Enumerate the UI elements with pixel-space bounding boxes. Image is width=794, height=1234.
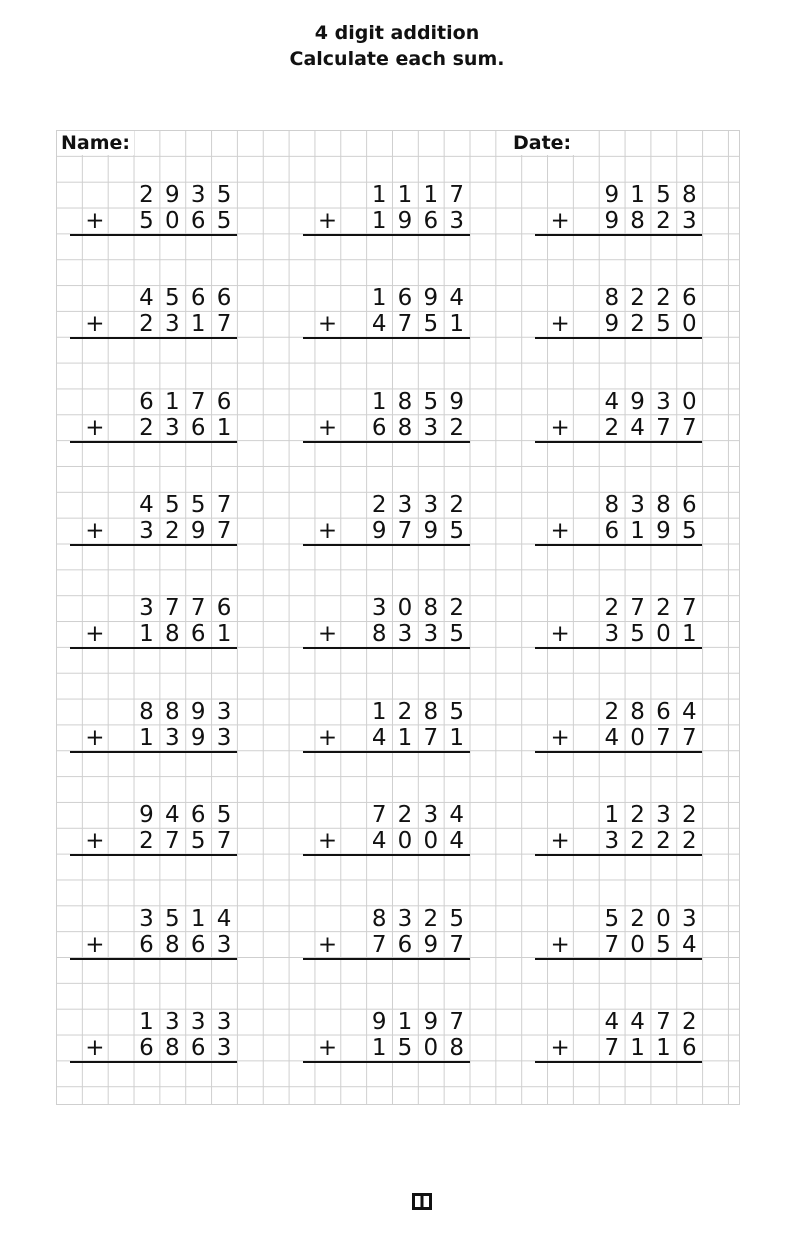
addend-top: 1 6 9 4 bbox=[371, 285, 464, 312]
addend-top: 3 7 7 6 bbox=[139, 595, 232, 622]
sum-line bbox=[70, 544, 237, 546]
addend-bottom: 5 0 6 5 bbox=[139, 207, 232, 234]
addend-top: 1 3 3 3 bbox=[139, 1008, 232, 1035]
addend-bottom: 9 7 9 5 bbox=[371, 517, 464, 544]
addend-bottom: 4 1 7 1 bbox=[371, 724, 464, 751]
addend-top: 1 1 1 7 bbox=[371, 181, 464, 208]
addend-top: 7 2 3 4 bbox=[371, 802, 464, 829]
plus-sign: + bbox=[85, 621, 105, 648]
sum-line bbox=[535, 647, 702, 649]
addend-bottom: 4 0 7 7 bbox=[604, 724, 697, 751]
name-label: Name: bbox=[57, 131, 134, 155]
plus-sign: + bbox=[85, 311, 105, 338]
plus-sign: + bbox=[317, 828, 338, 855]
addend-top: 9 4 6 5 bbox=[139, 802, 232, 829]
addition-problem bbox=[82, 492, 237, 552]
plus-sign: + bbox=[550, 1034, 570, 1061]
sum-line bbox=[70, 647, 237, 649]
addition-problem bbox=[547, 1009, 702, 1069]
sum-line bbox=[535, 441, 702, 443]
addend-top: 2 9 3 5 bbox=[139, 181, 232, 208]
plus-sign: + bbox=[550, 724, 570, 751]
mathsheet-logo-icon bbox=[411, 1191, 433, 1211]
sum-line bbox=[535, 958, 702, 960]
plus-sign: + bbox=[317, 621, 338, 648]
plus-sign: + bbox=[85, 517, 105, 544]
plus-sign: + bbox=[85, 724, 105, 751]
sum-line bbox=[70, 234, 237, 236]
addend-bottom: 6 1 9 5 bbox=[604, 517, 697, 544]
worksheet-title: 4 digit addition bbox=[314, 22, 480, 44]
sum-line bbox=[535, 234, 702, 236]
sum-line bbox=[303, 337, 470, 339]
addition-problem bbox=[315, 906, 470, 966]
addend-top: 4 5 6 6 bbox=[139, 285, 232, 312]
addend-bottom: 6 8 6 3 bbox=[139, 931, 232, 958]
addend-bottom: 2 4 7 7 bbox=[604, 414, 697, 441]
addition-problem bbox=[82, 389, 237, 449]
date-label: Date: bbox=[509, 131, 575, 155]
addend-top: 9 1 5 8 bbox=[604, 181, 697, 208]
plus-sign: + bbox=[550, 621, 570, 648]
addition-problem bbox=[315, 285, 470, 345]
addend-bottom: 2 3 6 1 bbox=[139, 414, 232, 441]
plus-sign: + bbox=[85, 414, 105, 441]
addend-bottom: 3 2 9 7 bbox=[139, 517, 232, 544]
addition-problem bbox=[315, 389, 470, 449]
addend-bottom: 1 8 6 1 bbox=[139, 621, 232, 648]
addend-top: 6 1 7 6 bbox=[139, 388, 232, 415]
addition-problem bbox=[547, 285, 702, 345]
plus-sign: + bbox=[550, 207, 570, 234]
addition-problem bbox=[315, 802, 470, 862]
addend-bottom: 3 2 2 2 bbox=[604, 828, 697, 855]
addend-top: 1 2 8 5 bbox=[371, 698, 464, 725]
addend-top: 4 9 3 0 bbox=[604, 388, 697, 415]
sum-line bbox=[303, 958, 470, 960]
addend-bottom: 1 9 6 3 bbox=[371, 207, 464, 234]
sum-line bbox=[303, 751, 470, 753]
addend-top: 2 7 2 7 bbox=[604, 595, 697, 622]
addition-problem bbox=[547, 492, 702, 552]
plus-sign: + bbox=[317, 414, 338, 441]
plus-sign: + bbox=[317, 724, 338, 751]
addition-problem bbox=[547, 182, 702, 242]
plus-sign: + bbox=[85, 207, 105, 234]
addition-problem bbox=[547, 906, 702, 966]
addition-problem bbox=[315, 699, 470, 759]
plus-sign: + bbox=[317, 517, 338, 544]
addend-bottom: 9 8 2 3 bbox=[604, 207, 697, 234]
sum-line bbox=[535, 751, 702, 753]
sum-line bbox=[303, 854, 470, 856]
sum-line bbox=[70, 854, 237, 856]
plus-sign: + bbox=[317, 311, 338, 338]
addend-top: 2 3 3 2 bbox=[371, 491, 464, 518]
addend-bottom: 8 3 3 5 bbox=[371, 621, 464, 648]
addition-problem bbox=[315, 182, 470, 242]
addend-top: 8 3 2 5 bbox=[371, 905, 464, 932]
addend-top: 8 3 8 6 bbox=[604, 491, 697, 518]
addition-problem bbox=[315, 492, 470, 552]
plus-sign: + bbox=[85, 828, 105, 855]
sum-line bbox=[303, 1061, 470, 1063]
sum-line bbox=[70, 441, 237, 443]
addend-top: 1 2 3 2 bbox=[604, 802, 697, 829]
addend-bottom: 2 3 1 7 bbox=[139, 311, 232, 338]
addition-problem bbox=[82, 699, 237, 759]
addend-bottom: 7 0 5 4 bbox=[604, 931, 697, 958]
sum-line bbox=[535, 337, 702, 339]
addend-top: 1 8 5 9 bbox=[371, 388, 464, 415]
plus-sign: + bbox=[550, 414, 570, 441]
addition-problem bbox=[315, 1009, 470, 1069]
sum-line bbox=[303, 441, 470, 443]
addend-top: 8 8 9 3 bbox=[139, 698, 232, 725]
plus-sign: + bbox=[317, 1034, 338, 1061]
addition-problem bbox=[315, 595, 470, 655]
addend-top: 3 5 1 4 bbox=[139, 905, 232, 932]
sum-line bbox=[70, 958, 237, 960]
addend-bottom: 1 3 9 3 bbox=[139, 724, 232, 751]
addend-top: 4 5 5 7 bbox=[139, 491, 232, 518]
addend-bottom: 6 8 6 3 bbox=[139, 1034, 232, 1061]
sum-line bbox=[535, 544, 702, 546]
plus-sign: + bbox=[85, 931, 105, 958]
addend-bottom: 7 1 1 6 bbox=[604, 1034, 697, 1061]
addition-problem bbox=[547, 595, 702, 655]
sum-line bbox=[535, 854, 702, 856]
sum-line bbox=[303, 544, 470, 546]
addend-bottom: 6 8 3 2 bbox=[371, 414, 464, 441]
plus-sign: + bbox=[317, 207, 338, 234]
sum-line bbox=[70, 751, 237, 753]
addend-top: 9 1 9 7 bbox=[371, 1008, 464, 1035]
plus-sign: + bbox=[317, 931, 338, 958]
addend-bottom: 7 6 9 7 bbox=[371, 931, 464, 958]
addition-problem bbox=[82, 595, 237, 655]
addend-bottom: 4 7 5 1 bbox=[371, 311, 464, 338]
addition-problem bbox=[547, 802, 702, 862]
addend-bottom: 3 5 0 1 bbox=[604, 621, 697, 648]
addend-top: 2 8 6 4 bbox=[604, 698, 697, 725]
addition-problem bbox=[82, 1009, 237, 1069]
addition-problem bbox=[547, 389, 702, 449]
plus-sign: + bbox=[550, 828, 570, 855]
addition-problem bbox=[82, 802, 237, 862]
sum-line bbox=[303, 647, 470, 649]
worksheet-instructions: Calculate each sum. bbox=[289, 48, 505, 70]
addend-top: 3 0 8 2 bbox=[371, 595, 464, 622]
addend-top: 8 2 2 6 bbox=[604, 285, 697, 312]
plus-sign: + bbox=[550, 517, 570, 544]
plus-sign: + bbox=[550, 311, 570, 338]
addend-top: 4 4 7 2 bbox=[604, 1008, 697, 1035]
addition-problem bbox=[82, 906, 237, 966]
plus-sign: + bbox=[550, 931, 570, 958]
addition-problem bbox=[547, 699, 702, 759]
addend-top: 5 2 0 3 bbox=[604, 905, 697, 932]
sum-line bbox=[70, 1061, 237, 1063]
addition-problem bbox=[82, 285, 237, 345]
addend-bottom: 2 7 5 7 bbox=[139, 828, 232, 855]
addend-bottom: 4 0 0 4 bbox=[371, 828, 464, 855]
addend-bottom: 9 2 5 0 bbox=[604, 311, 697, 338]
sum-line bbox=[303, 234, 470, 236]
addition-problem bbox=[82, 182, 237, 242]
sum-line bbox=[535, 1061, 702, 1063]
sum-line bbox=[70, 337, 237, 339]
plus-sign: + bbox=[85, 1034, 105, 1061]
addend-bottom: 1 5 0 8 bbox=[371, 1034, 464, 1061]
